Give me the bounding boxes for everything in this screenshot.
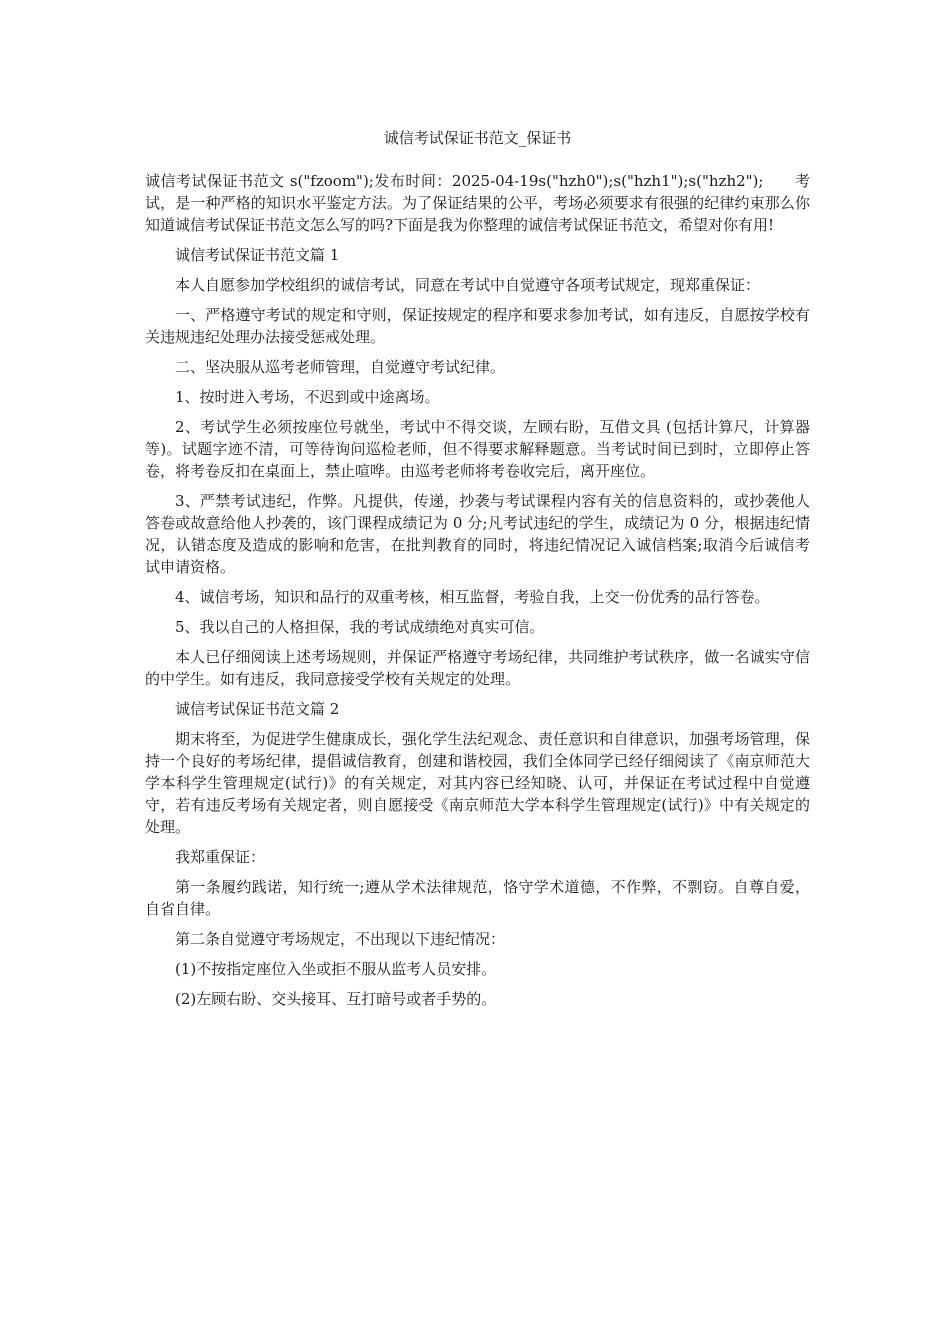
body-paragraph: 第二条自觉遵守考场规定，不出现以下违纪情况： <box>175 930 506 948</box>
body-paragraph: 5、我以自己的人格担保，我的考试成绩绝对真实可信。 <box>175 618 545 636</box>
body-paragraph: 诚信考试保证书范文篇 2 <box>175 700 340 718</box>
body-paragraph: 一、严格遵守考试的规定和守则，保证按规定的程序和要求参加考试，如有违反，自愿按学校有关违规违纪处理办法接受惩戒处理。 <box>145 306 810 346</box>
body-paragraph: 二、坚决服从巡考老师管理，自觉遵守考试纪律。 <box>175 358 506 376</box>
body-paragraph: (2)左顾右盼、交头接耳、互打暗号或者手势的。 <box>175 990 497 1008</box>
body-paragraph: 期末将至，为促进学生健康成长，强化学生法纪观念、责任意识和自律意识，加强考场管理，保持一个良好的考场纪律，提倡诚信教育，创建和谐校园，我们全体同学已经仔细阅读了《南京师范大学本科学生管理规定(试行)》的有关规定，对其内容已经知晓、认可，并保证在考试过程中自觉遵守，若有违反考场有关规定者，则自愿接受《南京师范大学本科学生管理规定(试行)》中有关规定的处理。 <box>145 730 810 836</box>
body-paragraph: 本人自愿参加学校组织的诚信考试，同意在考试中自觉遵守各项考试规定，现郑重保证： <box>175 276 761 294</box>
body-paragraph: (1)不按指定座位入坐或拒不服从监考人员安排。 <box>175 960 497 978</box>
body-paragraph: 3、严禁考试违纪，作弊。凡提供，传递，抄袭与考试课程内容有关的信息资料的，或抄袭他人答卷或故意给他人抄袭的，该门课程成绩记为 0 分;凡考试违纪的学生，成绩记为 0 分，根据违纪情况，认错态度及造成的影响和危害，在批判教育的同时，将违纪情况记入诚信档案;取消今后诚信考试申请资格。 <box>145 492 810 576</box>
body-paragraph: 1、按时进入考场，不迟到或中途离场。 <box>175 388 440 406</box>
body-paragraph: 我郑重保证： <box>175 848 266 866</box>
document-title: 诚信考试保证书范文_保证书 <box>383 129 572 147</box>
document-body <box>145 170 810 1018</box>
body-paragraph: 第一条履约践诺，知行统一;遵从学术法律规范，恪守学术道德，不作弊，不剽窃。自尊自爱，自省自律。 <box>145 878 810 918</box>
intro-paragraph: 诚信考试保证书范文 s("fzoom");发布时间：2025-04-19s("hzh0");s("hzh1");s("hzh2"); 考试，是一种严格的知识水平鉴定方法。为了保证结果的公平，考场必须要求有很强的纪律约束那么你知道诚信考试保证书范文怎么写的吗?下面是我为你整理的诚信考试保证书范文，希望对你有用! <box>145 172 810 234</box>
body-paragraph: 诚信考试保证书范文篇 1 <box>175 246 340 264</box>
body-paragraph: 2、考试学生必须按座位号就坐，考试中不得交谈，左顾右盼，互借文具 (包括计算尺，计算器等)。试题字迹不清，可等待询问巡检老师，但不得要求解释题意。当考试时间已到时，立即停止答卷，将考卷反扣在桌面上，禁止喧哗。由巡考老师将考卷收完后，离开座位。 <box>145 418 810 480</box>
body-paragraph: 本人已仔细阅读上述考场规则，并保证严格遵守考场纪律，共同维护考试秩序，做一名诚实守信的中学生。如有违反，我同意接受学校有关规定的处理。 <box>145 648 810 688</box>
body-paragraph: 4、诚信考场，知识和品行的双重考核，相互监督，考验自我，上交一份优秀的品行答卷。 <box>175 588 770 606</box>
